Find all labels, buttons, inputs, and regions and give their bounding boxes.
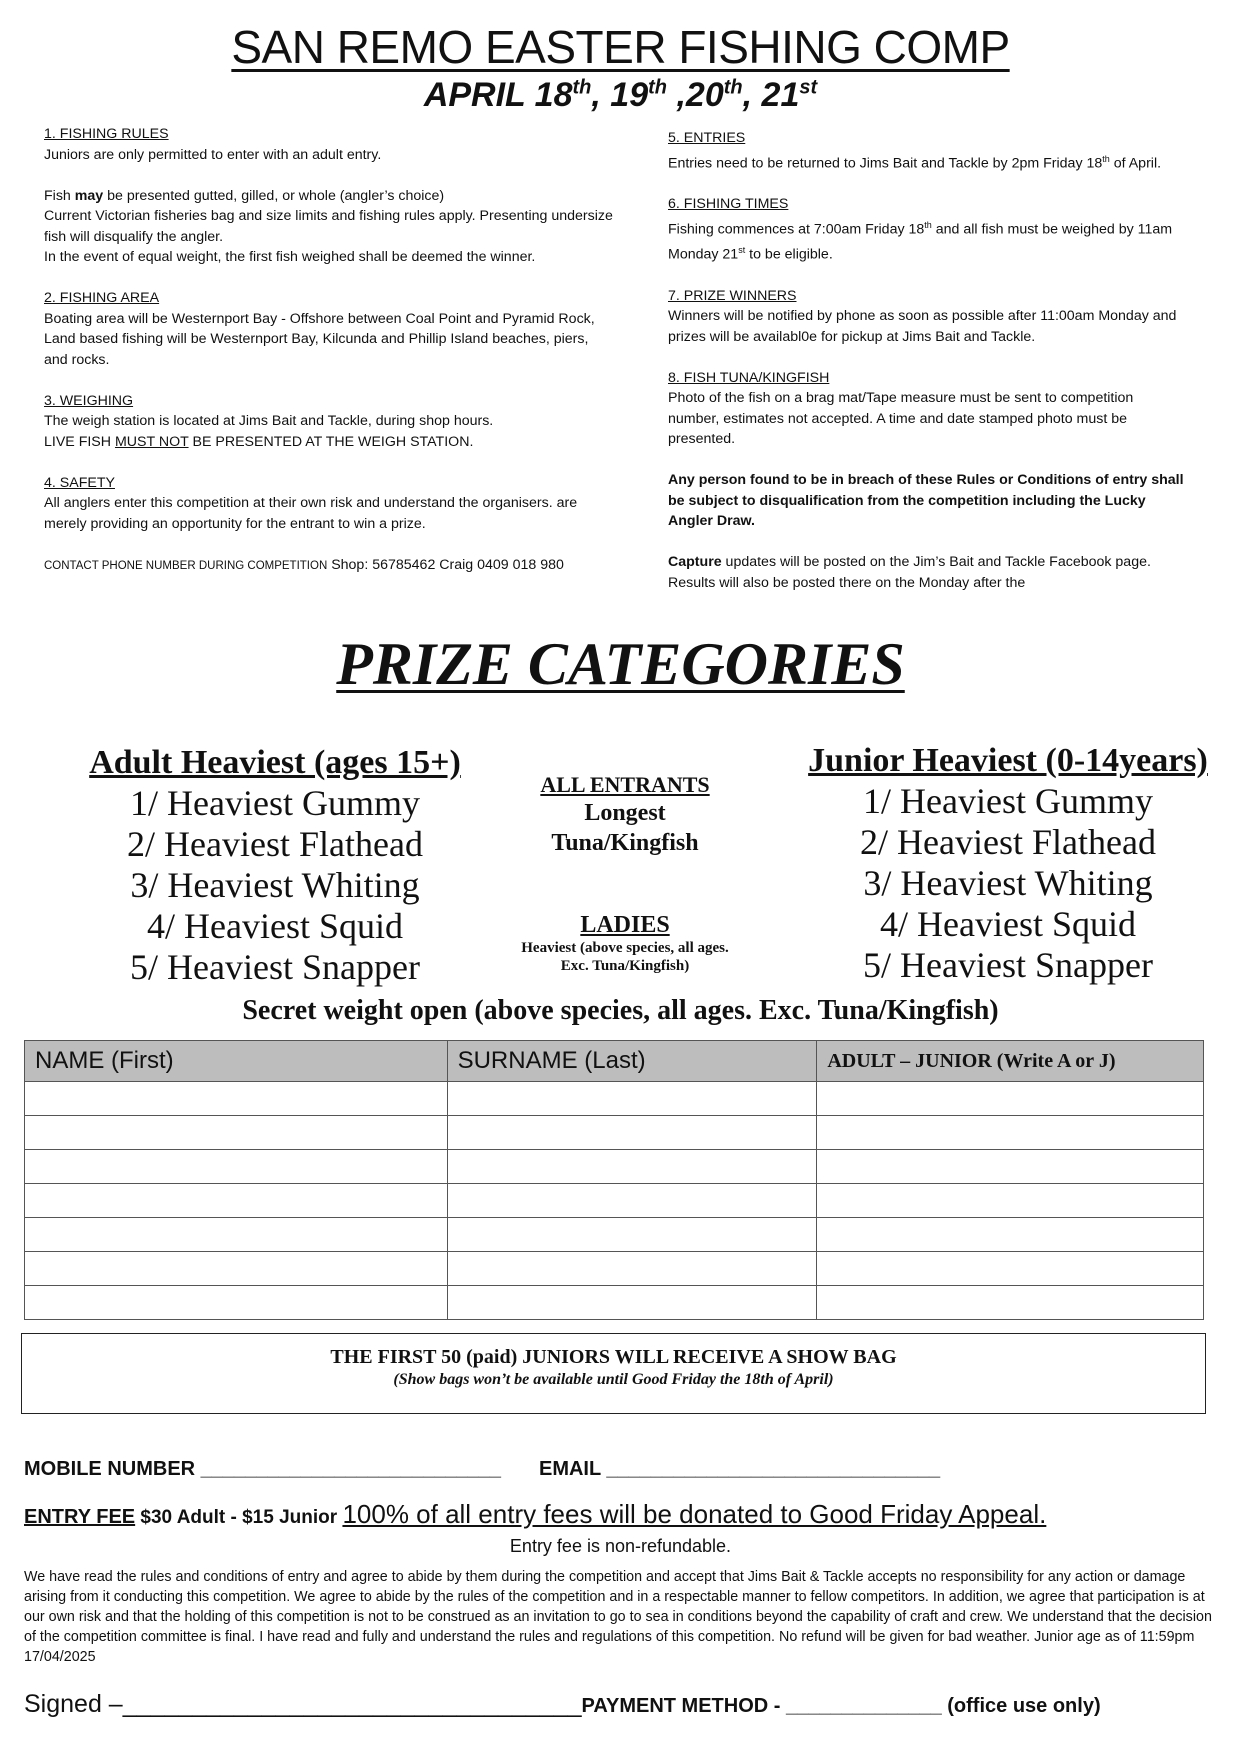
tuna-kingfish-text: Photo of the fish on a brag mat/Tape measure must be sent to competition number, estimates not accepted. A time and date stamped photo must be presented. <box>668 390 1134 448</box>
adult-prize-item: 1/ Heaviest Gummy <box>130 783 420 823</box>
rules-right-column <box>668 128 1188 593</box>
first-name-cell[interactable] <box>25 1184 448 1218</box>
fishing-area-text: Boating area will be Westernport Bay - Offshore between Coal Point and Pyramid Rock, Land based fishing will be Westernport Bay, Kilcunda and Phillip Island beaches, piers, and rocks. <box>44 310 595 368</box>
show-bag-notice <box>21 1333 1206 1414</box>
junior-category-heading: Junior Heaviest (0-14years) <box>808 742 1208 779</box>
breach-notice: Any person found to be in breach of these Rules or Conditions of entry shall be subject to disqualification from the competition including the Lucky Angler Draw. <box>668 472 1184 530</box>
safety-text: All anglers enter this competition at their own risk and understand the organisers. are merely providing an opportunity for the entrant to win a prize. <box>44 495 578 532</box>
first-name-cell[interactable] <box>25 1252 448 1286</box>
ladies-heading: LADIES <box>580 912 670 938</box>
ladies-line: Exc. Tuna/Kingfish) <box>560 958 690 974</box>
adult-junior-cell[interactable] <box>817 1184 1204 1218</box>
adult-prize-item: 5/ Heaviest Snapper <box>130 947 420 987</box>
adult-junior-cell[interactable] <box>817 1286 1204 1320</box>
table-row <box>25 1184 1204 1218</box>
fishing-rules-heading: 1. FISHING RULES <box>44 126 169 142</box>
live-fish-warning: LIVE FISH MUST NOT BE PRESENTED AT THE WEIGH STATION. <box>44 433 474 450</box>
surname-cell[interactable] <box>447 1218 817 1252</box>
adult-junior-cell[interactable] <box>817 1082 1204 1116</box>
all-entrants-line: Tuna/Kingfish <box>551 830 699 856</box>
table-row <box>25 1082 1204 1116</box>
junior-prize-item: 4/ Heaviest Squid <box>880 904 1136 944</box>
entry-fee-line <box>24 1499 1046 1530</box>
tuna-kingfish-heading: 8. FISH TUNA/KINGFISH <box>668 369 830 386</box>
fishing-area-heading: 2. FISHING AREA <box>44 290 160 306</box>
signature-field[interactable]: _________________________________ <box>122 1690 582 1718</box>
capture-updates: Capture updates will be posted on the Jim’s Bait and Tackle Facebook page. Results will also be posted there on the Monday after the <box>668 554 1151 591</box>
first-name-cell[interactable] <box>25 1116 448 1150</box>
rules-left-column <box>44 124 614 576</box>
donation-note: 100% of all entry fees will be donated to Good Friday Appeal. <box>342 1499 1047 1529</box>
adult-category-heading: Adult Heaviest (ages 15+) <box>89 744 461 781</box>
payment-method-field: PAYMENT METHOD - ______________ (office use only) <box>581 1695 1101 1717</box>
table-row <box>25 1116 1204 1150</box>
weighing-heading: 3. WEIGHING <box>44 392 134 409</box>
adult-junior-cell[interactable] <box>817 1116 1204 1150</box>
junior-prize-item: 2/ Heaviest Flathead <box>860 822 1156 862</box>
adult-prize-item: 3/ Heaviest Whiting <box>130 865 420 905</box>
special-categories <box>480 772 770 975</box>
surname-cell[interactable] <box>447 1082 817 1116</box>
table-row <box>25 1150 1204 1184</box>
all-entrants-heading: ALL ENTRANTS <box>540 772 710 797</box>
column-header-surname: SURNAME (Last) <box>447 1041 817 1082</box>
junior-prize-item: 3/ Heaviest Whiting <box>863 863 1153 903</box>
entries-text: Entries need to be returned to Jims Bait and Tackle by 2pm Friday 18th of April. <box>668 153 1162 172</box>
competition-dates: APRIL 18th, 19th ,20th, 21st <box>423 76 818 114</box>
all-entrants-line: Longest <box>584 800 666 826</box>
fishing-rules-limits: Current Victorian fisheries bag and size limits and fishing rules apply. Presenting undersize fish will disqualify the angler. <box>44 208 613 245</box>
table-row <box>25 1218 1204 1252</box>
surname-cell[interactable] <box>447 1184 817 1218</box>
adult-junior-cell[interactable] <box>817 1218 1204 1252</box>
adult-category <box>40 742 510 988</box>
fishing-rules-text: Juniors are only permitted to enter with an adult entry. <box>44 146 382 163</box>
table-row <box>25 1286 1204 1320</box>
signed-label: Signed – <box>24 1690 123 1718</box>
column-header-adult-junior: ADULT – JUNIOR (Write A or J) <box>817 1041 1204 1082</box>
junior-category <box>778 740 1238 986</box>
contact-fields <box>24 1458 940 1481</box>
entry-fee-label: ENTRY FEE <box>24 1506 136 1528</box>
column-header-first-name: NAME (First) <box>25 1041 448 1082</box>
surname-cell[interactable] <box>447 1252 817 1286</box>
email-field[interactable]: EMAIL ______________________________ <box>538 1458 941 1480</box>
secret-weight-note: Secret weight open (above species, all ages. Exc. Tuna/Kingfish) <box>242 995 999 1026</box>
first-name-cell[interactable] <box>25 1082 448 1116</box>
prize-winners-text: Winners will be notified by phone as soon as possible after 11:00am Monday and prizes will be availabl0e for pickup at Jims Bait and Tackle. <box>668 308 1177 345</box>
fishing-times-heading: 6. FISHING TIMES <box>668 196 789 213</box>
surname-cell[interactable] <box>447 1116 817 1150</box>
ladies-line: Heaviest (above species, all ages. <box>521 940 729 956</box>
weighing-text: The weigh station is located at Jims Bait and Tackle, during shop hours. <box>44 413 494 429</box>
show-bag-subtext: (Show bags won’t be available until Good Friday the 18th of April) <box>393 1371 834 1388</box>
entries-heading: 5. ENTRIES <box>668 130 746 146</box>
adult-junior-cell[interactable] <box>817 1252 1204 1286</box>
junior-prize-item: 1/ Heaviest Gummy <box>863 781 1153 821</box>
mobile-number-field[interactable]: MOBILE NUMBER ___________________________ <box>24 1458 501 1480</box>
page-title: SAN REMO EASTER FISHING COMP <box>231 21 1010 73</box>
entry-fee-prices: $30 Adult - $15 Junior <box>135 1507 343 1528</box>
surname-cell[interactable] <box>447 1286 817 1320</box>
adult-prize-item: 2/ Heaviest Flathead <box>127 824 423 864</box>
entry-table-header <box>25 1041 1204 1082</box>
surname-cell[interactable] <box>447 1150 817 1184</box>
show-bag-headline: THE FIRST 50 (paid) JUNIORS WILL RECEIVE A SHOW BAG <box>330 1346 897 1368</box>
signature-line <box>24 1690 1101 1719</box>
table-row <box>25 1252 1204 1286</box>
prize-categories-title: PRIZE CATEGORIES <box>336 631 905 697</box>
adult-junior-cell[interactable] <box>817 1150 1204 1184</box>
entry-table <box>24 1040 1204 1320</box>
non-refundable-note: Entry fee is non-refundable. <box>509 1536 732 1556</box>
first-name-cell[interactable] <box>25 1286 448 1320</box>
first-name-cell[interactable] <box>25 1150 448 1184</box>
fishing-rules-presentation: Fish may be presented gutted, gilled, or whole (angler’s choice) <box>44 187 445 204</box>
junior-prize-item: 5/ Heaviest Snapper <box>863 945 1153 985</box>
fishing-rules-tie: In the event of equal weight, the first fish weighed shall be deemed the winner. <box>44 249 536 265</box>
contact-phone: CONTACT PHONE NUMBER DURING COMPETITION Shop: 56785462 Craig 0409 018 980 <box>44 556 564 573</box>
prize-winners-heading: 7. PRIZE WINNERS <box>668 287 797 304</box>
safety-heading: 4. SAFETY <box>44 474 115 491</box>
first-name-cell[interactable] <box>25 1218 448 1252</box>
terms-and-conditions: We have read the rules and conditions of entry and agree to abide by them during the competition and accept that Jims Bait & Tackle accepts no responsibility for any action or damage arising from it conducting this competition. We agree to abide by the rules of the competition and in a respectable manner to fellow competitors. In addition, we agree that participation is at our own risk and that the holding of this competition is not to be construed as an invitation to go to sea in conditions beyond the capability of craft and crew. We understand that the decision of the competition committee is final. I have read and fully and understand the rules and regulations of this competition. No refund will be given for bad weather. Junior age as of 11:59pm 17/04/2025 <box>24 1569 1212 1665</box>
fishing-times-text: Fishing commences at 7:00am Friday 18th and all fish must be weighed by 11am Monday 21st to be eligible. <box>668 219 1173 263</box>
adult-prize-item: 4/ Heaviest Squid <box>147 906 403 946</box>
